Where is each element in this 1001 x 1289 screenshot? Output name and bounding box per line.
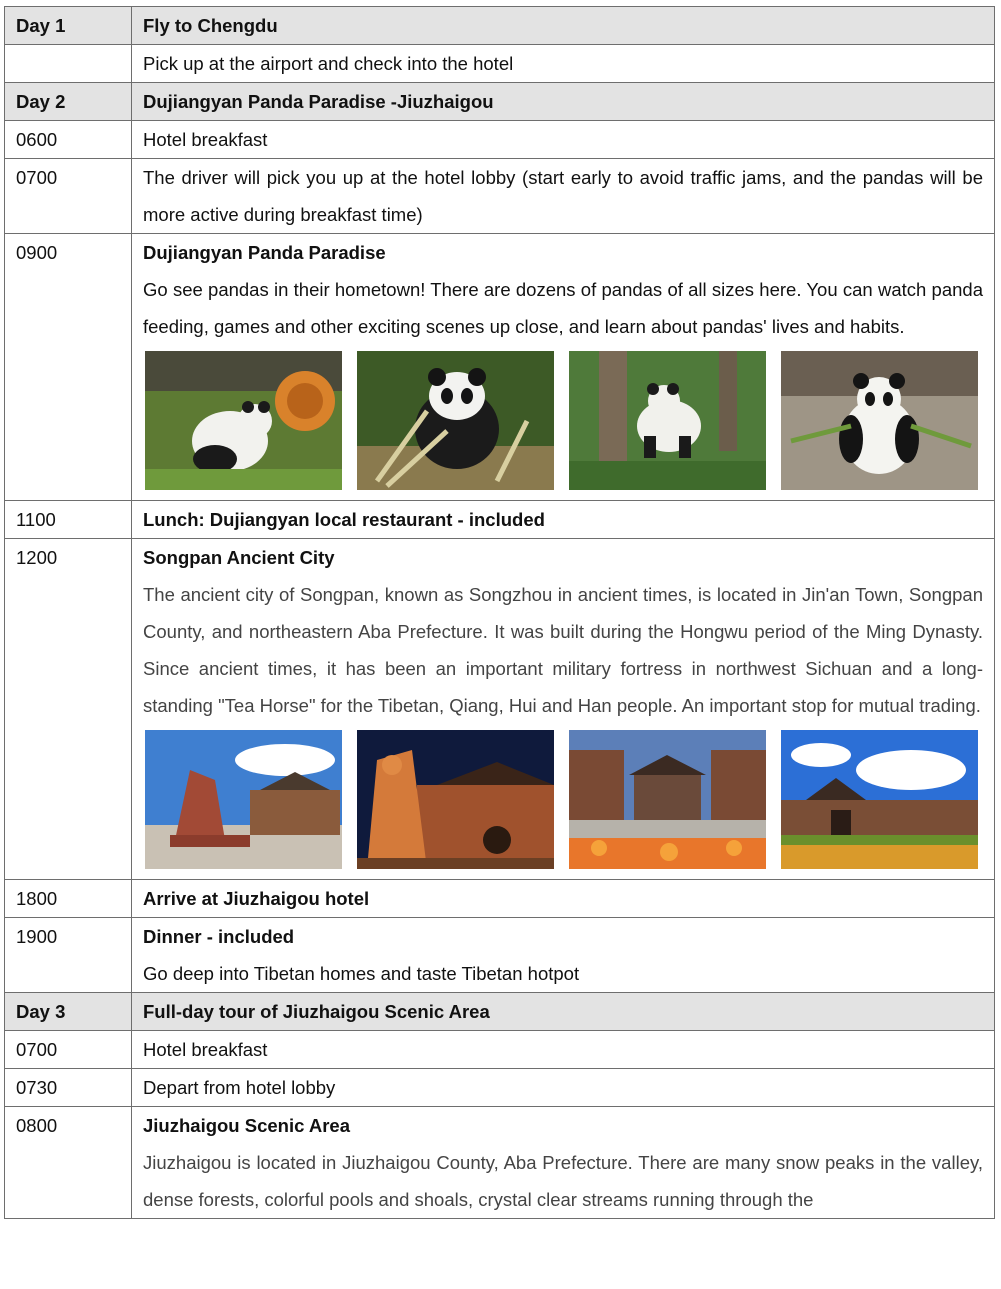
activity-cell — [132, 1107, 995, 1219]
time-cell: 1100 — [5, 501, 132, 539]
songpan-photo — [357, 730, 554, 869]
activity-text: Pick up at the airport and check into the hotel — [132, 45, 995, 83]
activity-cell — [132, 234, 995, 501]
itinerary-row — [5, 45, 995, 83]
activity-title: Arrive at Jiuzhaigou hotel — [132, 880, 995, 918]
activity-cell — [132, 918, 995, 993]
itinerary-table — [4, 6, 995, 1219]
day-row — [5, 7, 995, 45]
itinerary-row — [5, 539, 995, 880]
panda-photo — [145, 351, 342, 490]
day-title: Dujiangyan Panda Paradise -Jiuzhaigou — [132, 83, 995, 121]
activity-cell — [132, 539, 995, 880]
activity-text: The driver will pick you up at the hotel lobby (start early to avoid traffic jams, and the pandas will be more active during breakfast time) — [132, 159, 995, 234]
day-row — [5, 993, 995, 1031]
itinerary-row — [5, 501, 995, 539]
panda-photo — [357, 351, 554, 490]
activity-description: Jiuzhaigou is located in Jiuzhaigou County, Aba Prefecture. There are many snow peaks in the valley, dense forests, colorful pools and shoals, crystal clear streams running through the — [143, 1152, 983, 1210]
day-title: Full-day tour of Jiuzhaigou Scenic Area — [132, 993, 995, 1031]
day-label: Day 2 — [5, 83, 132, 121]
itinerary-row — [5, 121, 995, 159]
day-label: Day 1 — [5, 7, 132, 45]
activity-description: Go see pandas in their hometown! There are dozens of pandas of all sizes here. You can watch panda feeding, games and other exciting scenes up close, and learn about pandas' lives and habits. — [143, 279, 983, 337]
itinerary-row — [5, 1069, 995, 1107]
itinerary-row — [5, 1031, 995, 1069]
itinerary-row — [5, 159, 995, 234]
itinerary-row — [5, 918, 995, 993]
page-cutoff — [0, 1283, 1001, 1289]
itinerary-row — [5, 1107, 995, 1219]
time-cell: 0600 — [5, 121, 132, 159]
activity-text: Hotel breakfast — [132, 121, 995, 159]
songpan-photo — [781, 730, 978, 869]
photo-strip — [143, 345, 983, 500]
time-cell: 1800 — [5, 880, 132, 918]
activity-title: Dinner - included — [143, 926, 295, 947]
photo-strip — [143, 724, 983, 879]
time-cell: 1900 — [5, 918, 132, 993]
activity-text: Depart from hotel lobby — [132, 1069, 995, 1107]
time-cell: 0700 — [5, 159, 132, 234]
songpan-photo — [569, 730, 766, 869]
activity-title: Jiuzhaigou Scenic Area — [143, 1115, 350, 1136]
panda-photo — [569, 351, 766, 490]
activity-description: Go deep into Tibetan homes and taste Tibetan hotpot — [143, 963, 580, 984]
time-cell: 0800 — [5, 1107, 132, 1219]
day-row — [5, 83, 995, 121]
time-cell: 0730 — [5, 1069, 132, 1107]
activity-text: Hotel breakfast — [132, 1031, 995, 1069]
itinerary-row — [5, 234, 995, 501]
activity-title: Lunch: Dujiangyan local restaurant - included — [132, 501, 995, 539]
songpan-photo — [145, 730, 342, 869]
itinerary-row — [5, 880, 995, 918]
time-cell: 1200 — [5, 539, 132, 880]
activity-title: Songpan Ancient City — [143, 547, 335, 568]
day-label: Day 3 — [5, 993, 132, 1031]
panda-photo — [781, 351, 978, 490]
time-cell: 0900 — [5, 234, 132, 501]
day-title: Fly to Chengdu — [132, 7, 995, 45]
time-cell: 0700 — [5, 1031, 132, 1069]
time-cell — [5, 45, 132, 83]
activity-description: The ancient city of Songpan, known as Songzhou in ancient times, is located in Jin'an Town, Songpan County, and northeastern Aba Prefecture. It was built during the Hongwu period of the Ming Dynasty. Since ancient times, it has been an important military fortress in northwest Sichuan and a long-standing "Tea Horse" for the Tibetan, Qiang, Hui and Han people. An important stop for mutual trading. — [143, 584, 983, 716]
activity-title: Dujiangyan Panda Paradise — [143, 242, 386, 263]
